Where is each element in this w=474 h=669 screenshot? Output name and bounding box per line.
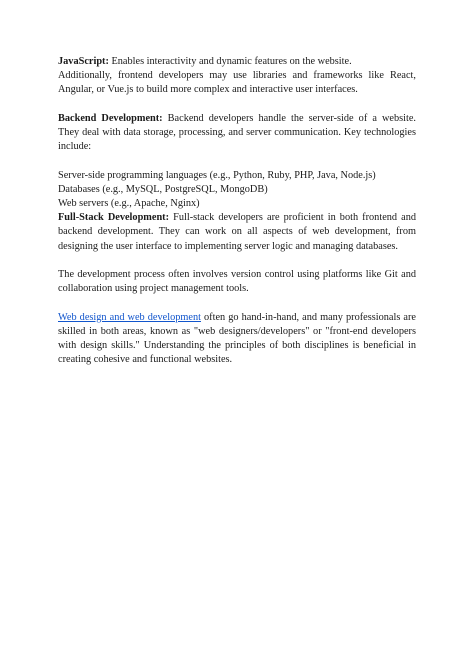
javascript-paragraph [58, 55, 416, 69]
process-paragraph: The development process often involves version control using platforms like Git and collaboration using project management tools. [58, 269, 416, 295]
paragraph-spacer [58, 254, 416, 268]
closing-paragraph [58, 311, 416, 368]
backend-text: Backend developers handle the server-side of a website. They deal with data storage, processing, and server communication. Key technologies include: [58, 112, 416, 153]
backend-label: Backend Development: [58, 112, 163, 124]
web-design-link[interactable]: Web design and web development [58, 311, 201, 323]
backend-item-databases: Databases (e.g., MySQL, PostgreSQL, MongoDB) [58, 183, 268, 195]
paragraph-spacer [58, 296, 416, 310]
fullstack-label: Full-Stack Development: [58, 212, 170, 224]
fullstack-text: Full-stack developers are proficient in both frontend and backend development. They can work on all aspects of web development, from designing the user interface to implementing server logic and managing databases. [58, 212, 416, 252]
paragraph-spacer [58, 98, 416, 112]
backend-paragraph [58, 112, 416, 155]
backend-item-web-servers: Web servers (e.g., Apache, Nginx) [58, 198, 200, 209]
javascript-text: Enables interactivity and dynamic features on the website. [108, 56, 352, 67]
closing-text: often go hand-in-hand, and many professionals are skilled in both areas, known as "web designers/developers" or "front-end developers with design skills." Understanding the principles of both disciplines is beneficial in creating cohesive and functional websites. [58, 311, 416, 366]
javascript-label: JavaScript: [58, 56, 109, 67]
frontend-libraries-paragraph: Additionally, frontend developers may use libraries and frameworks like React, Angular, or Vue.js to build more complex and interactive user interfaces. [58, 70, 416, 96]
paragraph-spacer [58, 154, 416, 168]
backend-item-languages: Server-side programming languages (e.g., Python, Ruby, PHP, Java, Node.js) [58, 169, 376, 181]
fullstack-paragraph [58, 211, 416, 254]
